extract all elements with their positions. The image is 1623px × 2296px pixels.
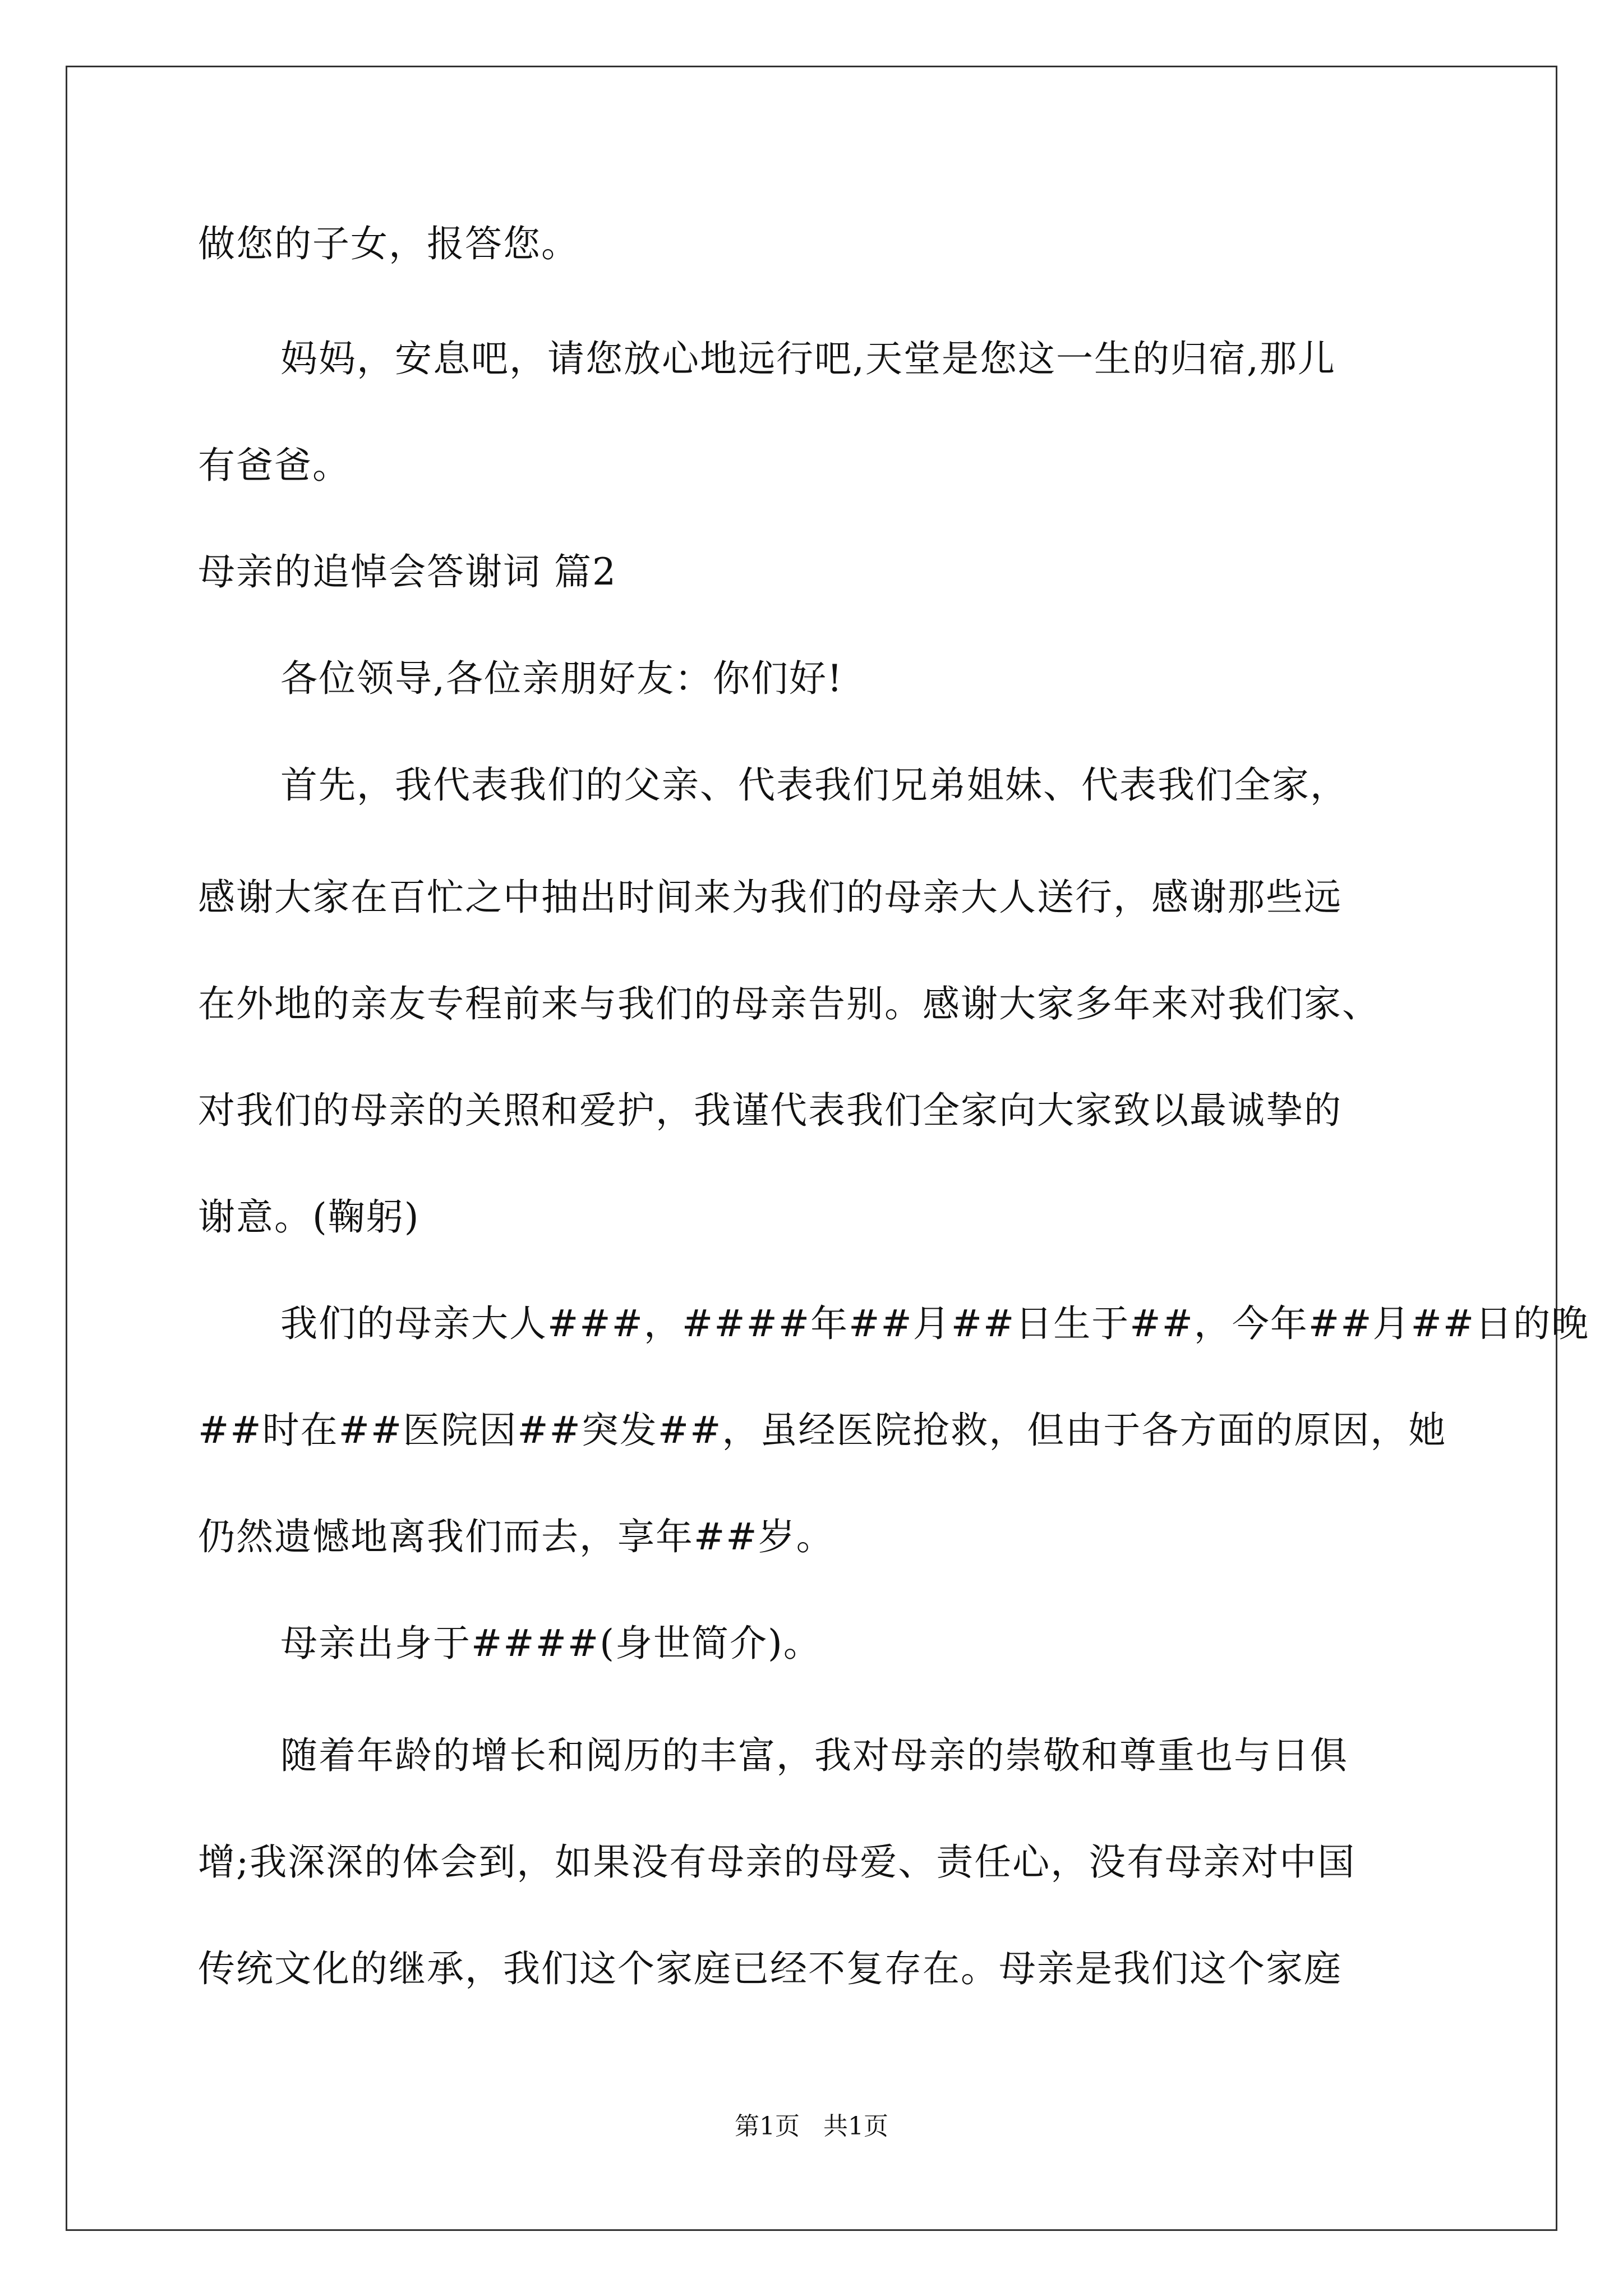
paragraph-line: 有爸爸。 <box>198 444 351 487</box>
page-footer: 第1页 共1页 <box>735 2112 888 2141</box>
paragraph-line: 仍然遗憾地离我们而去，享年##岁。 <box>198 1515 834 1558</box>
paragraph-line: 在外地的亲友专程前来与我们的母亲告别。感谢大家多年来对我们家、 <box>198 982 1380 1025</box>
paragraph-line: 感谢大家在百忙之中抽出时间来为我们的母亲大人送行，感谢那些远 <box>198 876 1342 919</box>
paragraph-line: 母亲出身于####(身世简介)。 <box>280 1622 822 1665</box>
page-border <box>66 66 1557 2231</box>
section-heading: 母亲的追悼会答谢词 篇2 <box>198 550 617 593</box>
paragraph-line: 妈妈，安息吧，请您放心地远行吧,天堂是您这一生的归宿,那儿 <box>280 337 1336 380</box>
paragraph-line: 增;我深深的体会到，如果没有母亲的母爱、责任心，没有母亲对中国 <box>198 1841 1356 1884</box>
paragraph-line: 做您的子女，报答您。 <box>198 222 579 265</box>
paragraph-line: 谢意。(鞠躬) <box>198 1195 420 1239</box>
paragraph-line: 首先，我代表我们的父亲、代表我们兄弟姐妹、代表我们全家， <box>280 763 1348 807</box>
paragraph-line: 传统文化的继承，我们这个家庭已经不复存在。母亲是我们这个家庭 <box>198 1947 1342 1990</box>
paragraph-line: 我们的母亲大人###，####年##月##日生于##，今年##月##日的晚 <box>280 1302 1590 1345</box>
paragraph-line: 各位领导,各位亲朋好友：你们好! <box>280 657 843 700</box>
paragraph-line: 随着年龄的增长和阅历的丰富，我对母亲的崇敬和尊重也与日俱 <box>280 1734 1348 1777</box>
paragraph-line: 对我们的母亲的关照和爱护，我谨代表我们全家向大家致以最诚挚的 <box>198 1089 1342 1132</box>
paragraph-line: ##时在##医院因##突发##，虽经医院抢救，但由于各方面的原因，她 <box>198 1409 1447 1452</box>
